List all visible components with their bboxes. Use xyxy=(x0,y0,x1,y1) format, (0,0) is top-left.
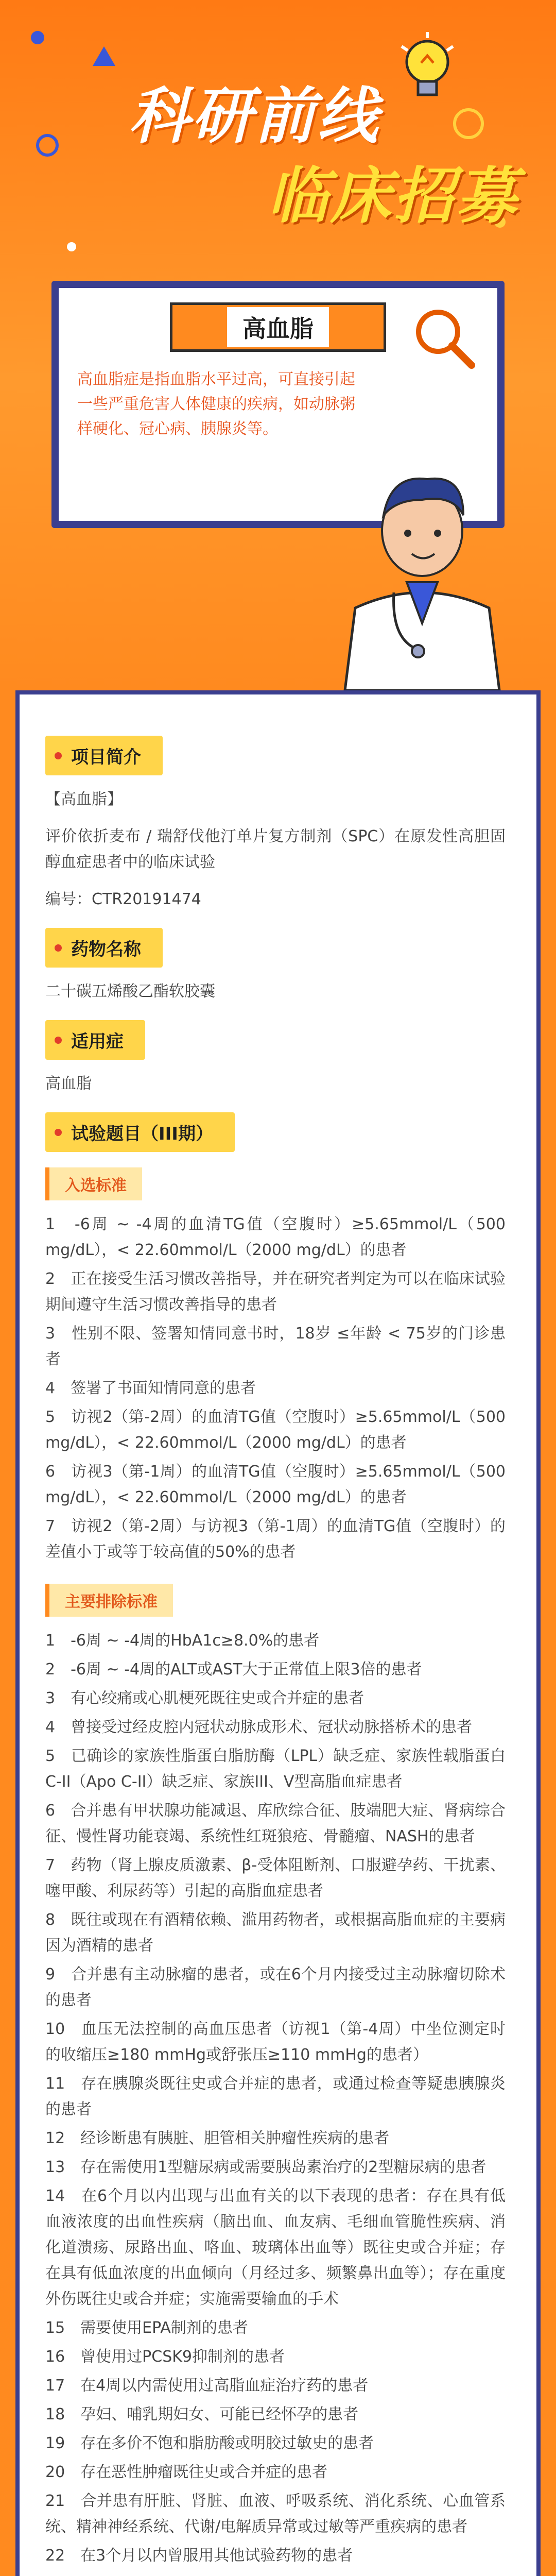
list-item: 17 在4周以内需使用过高脂血症治疗药的患者 xyxy=(45,2377,369,2395)
hero-title-line2: 临床招募 xyxy=(268,160,519,231)
board-title-label: 高血脂 xyxy=(227,307,329,347)
list-item: 1 -6周 ~ -4周的血清TG值（空腹时）≥5.65mmol/L（500 mg/dL），< 22.60mmol/L（2000 mg/dL）的患者 xyxy=(45,1215,506,1259)
list-item: 3 性别不限、签署知情同意书时，18岁 ≤年龄 < 75岁的门诊患者 xyxy=(45,1325,506,1368)
list-item: 20 存在恶性肿瘤既往史或合并症的患者 xyxy=(45,2463,328,2481)
section-heading-criteria: 试验题目（III期） xyxy=(45,1112,235,1152)
decor-ring xyxy=(36,134,59,157)
exclusion-list xyxy=(45,1628,506,2576)
list-item: 19 存在多价不饱和脂肪酸或明胶过敏史的患者 xyxy=(45,2434,374,2452)
list-item: 14 在6个月以内出现与出血有关的以下表现的患者：存在具有低血液浓度的出血性疾病（脑出血、血友病、毛细血管脆性疾病、消化道溃疡、尿路出血、咯血、玻璃体出血等）既往史或合并症；存在具有低血浓度的出血倾向（月经过多、频繁鼻出血等）；存在重度外伤既往史或合并症；实施需要输血的手术 xyxy=(45,2187,506,2308)
lightbulb-icon xyxy=(396,31,458,108)
list-item: 21 合并患有肝脏、肾脏、血液、呼吸系统、消化系统、心血管系统、精神神经系统、代谢/电解质异常或过敏等严重疾病的患者 xyxy=(45,2492,506,2536)
list-item: 18 孕妇、哺乳期妇女、可能已经怀孕的患者 xyxy=(45,2405,359,2424)
list-item: 8 既往或现在有酒精依赖、滥用药物者，或根据高脂血症的主要病因为酒精的患者 xyxy=(45,1911,506,1955)
list-item xyxy=(45,2572,506,2576)
hero-title-line1: 科研前线 xyxy=(129,80,380,151)
list-item: 6 访视3（第-1周）的血清TG值（空腹时）≥5.65mmol/L（500 mg/dL），< 22.60mmol/L（2000 mg/dL）的患者 xyxy=(45,1463,506,1506)
list-item: 2 -6周 ~ -4周的ALT或AST大于正常值上限3倍的患者 xyxy=(45,1660,422,1679)
decor-triangle xyxy=(93,46,115,66)
magnifier-icon xyxy=(410,303,477,370)
section-heading-drug: 药物名称 xyxy=(45,928,163,968)
content-card xyxy=(15,690,541,2576)
board-description: 高血脂症是指血脂水平过高，可直接引起一些严重危害人体健康的疾病，如动脉粥样硬化、冠心病、胰腺炎等。 xyxy=(77,370,355,438)
list-item: 5 已确诊的家族性脂蛋白脂肪酶（LPL）缺乏症、家族性载脂蛋白C-II（Apo C-II）缺乏症、家族III、V型高脂血症患者 xyxy=(45,1747,506,1791)
list-item: 9 合并患有主动脉瘤的患者，或在6个月内接受过主动脉瘤切除术的患者 xyxy=(45,1965,506,2009)
list-item: 1 -6周 ~ -4周的HbA1c≥8.0%的患者 xyxy=(45,1632,320,1650)
list-item: 16 曾使用过PCSK9抑制剂的患者 xyxy=(45,2348,285,2366)
list-item: 5 访视2（第-2周）的血清TG值（空腹时）≥5.65mmol/L（500 mg/dL），< 22.60mmol/L（2000 mg/dL）的患者 xyxy=(45,1408,506,1452)
board-title xyxy=(170,302,386,352)
drug-name: 二十碳五烯酸乙酯软胶囊 xyxy=(45,982,215,1001)
list-item: 4 曾接受过经皮腔内冠状动脉成形术、冠状动脉搭桥术的患者 xyxy=(45,1718,473,1736)
inclusion-list xyxy=(45,1212,506,1565)
decor-ring xyxy=(453,108,484,139)
indication-value: 高血脂 xyxy=(45,1075,92,1093)
list-item: 12 经诊断患有胰脏、胆管相关肿瘤性疾病的患者 xyxy=(45,2129,390,2147)
project-code: 编号：CTR20191474 xyxy=(45,890,201,908)
list-item: 7 访视2（第-2周）与访视3（第-1周）的血清TG值（空腹时）的差值小于或等于较高值的50%的患者 xyxy=(45,1517,506,1561)
list-item: 15 需要使用EPA制剂的患者 xyxy=(45,2319,248,2337)
list-item: 4 签署了书面知情同意的患者 xyxy=(45,1379,256,1397)
section-heading-project: 项目简介 xyxy=(45,736,163,775)
list-item: 6 合并患有甲状腺功能减退、库欣综合征、肢端肥大症、肾病综合征、慢性肾功能衰竭、系统性红斑狼疮、骨髓瘤、NASH的患者 xyxy=(45,1802,506,1845)
hero-banner xyxy=(0,0,556,690)
subheading-inclusion: 入选标准 xyxy=(45,1167,142,1200)
list-item: 13 存在需使用1型糖尿病或需要胰岛素治疗的2型糖尿病的患者 xyxy=(45,2158,486,2176)
decor-dot xyxy=(67,242,76,251)
list-item: 2 正在接受生活习惯改善指导，并在研究者判定为可以在临床试验期间遵守生活习惯改善指导的患者 xyxy=(45,1270,506,1314)
list-item: 3 有心绞痛或心肌梗死既往史或合并症的患者 xyxy=(45,1689,364,1707)
doctor-illustration xyxy=(288,453,556,690)
list-item: 10 血压无法控制的高血压患者（访视1（第-4周）中坐位测定时的收缩压≥180 mmHg或舒张压≥110 mmHg的患者） xyxy=(45,2020,506,2064)
list-item: 7 药物（肾上腺皮质激素、β-受体阻断剂、口服避孕药、干扰素、噻甲酸、利尿药等）引起的高脂血症患者 xyxy=(45,1856,506,1900)
decor-dot xyxy=(31,31,44,44)
project-tag: 【高血脂】 xyxy=(45,790,123,808)
list-item: 22 在3个月以内曾服用其他试验药物的患者 xyxy=(45,2547,353,2565)
subheading-exclusion: 主要排除标准 xyxy=(45,1584,173,1617)
list-item: 11 存在胰腺炎既往史或合并症的患者，或通过检查等疑患胰腺炎的患者 xyxy=(45,2075,506,2119)
project-description: 评价依折麦布 / 瑞舒伐他汀单片复方制剂（SPC）在原发性高胆固醇血症患者中的临床试验 xyxy=(45,827,506,871)
section-heading-indication: 适用症 xyxy=(45,1020,145,1060)
